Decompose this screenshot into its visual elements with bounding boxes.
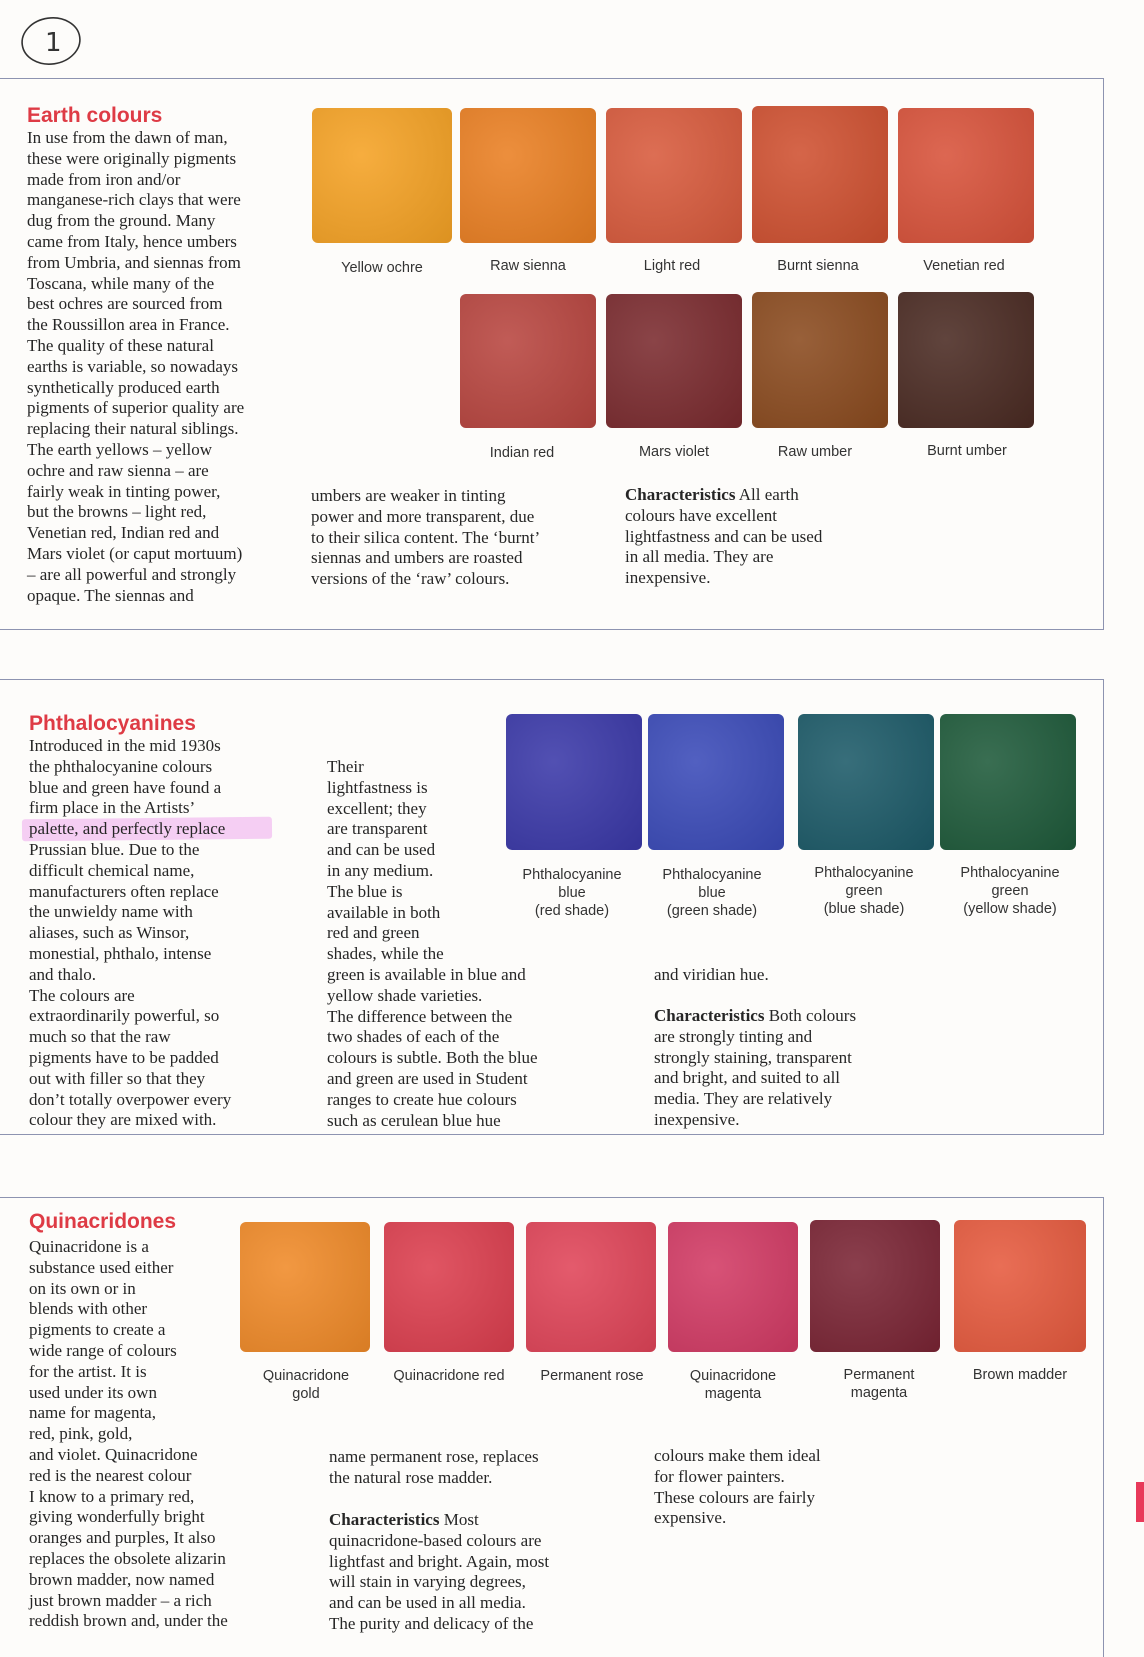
label-quinacridone-red: Quinacridone red xyxy=(393,1368,505,1384)
label-quinacridone-magenta: Quinacridone magenta xyxy=(689,1368,777,1402)
swatch-quinacridone-red xyxy=(384,1222,514,1352)
quinacridones-text-col1: Quinacridone is a substance used either on its own or in blends with other pigments to create a wide range of colours for the artist. It is used under its own name for magenta, red, pink, gold, and violet. Quinacridone red is the nearest colour I know to a primary red, giving wonderfully bright oranges and purples, It also replaces the obsolete alizarin brown madder, now named just brown madder – a rich reddish brown and, under the xyxy=(29,1237,228,1631)
swatch-raw-umber xyxy=(752,292,888,428)
earth-colours-text-col1: In use from the dawn of man, these were originally pigments made from iron and/or manganese-rich clays that were dug from the ground. Many came from Italy, hence umbers from Umbria, and siennas from Toscana, while many of the best ochres are sourced from the Roussillon area in France. The quality of these natural earths is variable, so nowadays synthetically produced earth pigments of superior quality are replacing their natural siblings. The earth yellows – yellow ochre and raw sienna – are fairly weak in tinting power, but the browns – light red, Venetian red, Indian red and Mars violet (or caput mortuum) – are all powerful and strongly opaque. The siennas and xyxy=(27,128,245,605)
quinacridones-text-col3: colours make them ideal for flower painters. These colours are fairly expensive. xyxy=(654,1446,821,1528)
label-burnt-umber: Burnt umber xyxy=(927,443,1007,459)
phthalocyanines-text-col1: Introduced in the mid 1930s the phthalocyanine colours blue and green have found a firm place in the Artists’ palette, and perfectly replace Prussian blue. Due to the difficult chemical name, manufacturers often replace the unwieldy name with aliases, such as Winsor, monestial, phthalo, intense and thalo. The colours are extraordinarily powerful, so much so that the raw pigments have to be padded out with filler so that they don’t totally overpower every colour they are mixed with. xyxy=(29,736,232,1130)
label-phthalocyanine-green-yellow-shade: Phthalocyanine green (yellow shade) xyxy=(960,865,1060,917)
swatch-light-red xyxy=(606,108,742,243)
label-yellow-ochre: Yellow ochre xyxy=(341,260,423,276)
label-burnt-sienna: Burnt sienna xyxy=(777,258,859,274)
characteristics-label: Characteristics xyxy=(654,1006,765,1025)
label-light-red: Light red xyxy=(643,258,701,274)
characteristics-text: All earth colours have excellent lightfastness and can be used in all media. They are inexpensive. xyxy=(625,485,823,588)
swatch-quinacridone-magenta xyxy=(668,1222,798,1352)
label-venetian-red: Venetian red xyxy=(923,258,1005,274)
label-raw-sienna: Raw sienna xyxy=(490,258,566,274)
swatch-phthalocyanine-green-yellow-shade xyxy=(940,714,1076,850)
quinacridones-text-col2a: name permanent rose, replaces the natural rose madder. xyxy=(329,1447,539,1487)
label-mars-violet: Mars violet xyxy=(638,444,710,460)
label-phthalocyanine-green-blue-shade: Phthalocyanine green (blue shade) xyxy=(814,865,914,917)
label-quinacridone-gold: Quinacridone gold xyxy=(262,1368,350,1402)
label-indian-red: Indian red xyxy=(489,445,555,461)
swatch-venetian-red xyxy=(898,108,1034,243)
label-brown-madder: Brown madder xyxy=(972,1367,1068,1383)
swatch-burnt-sienna xyxy=(752,106,888,243)
phthalocyanines-characteristics xyxy=(654,1006,914,1131)
characteristics-label: Characteristics xyxy=(625,485,736,504)
swatch-phthalocyanine-blue-green-shade xyxy=(648,714,784,850)
phthalocyanines-heading: Phthalocyanines xyxy=(29,712,196,735)
swatch-indian-red xyxy=(460,294,596,428)
phthalocyanines-text-col3a: and viridian hue. xyxy=(654,965,769,984)
phthalocyanines-text-col2a: Their lightfastness is excellent; they are transparent and can be used in any medium. The blue is available in both red and green shades, while the xyxy=(327,757,444,964)
handwritten-page-number xyxy=(18,14,88,70)
swatch-permanent-magenta xyxy=(810,1220,940,1352)
label-permanent-rose: Permanent rose xyxy=(540,1368,644,1384)
characteristics-text: Both colours are strongly tinting and strongly staining, transparent and bright, and suited to all media. They are relatively inexpensive. xyxy=(654,1006,857,1129)
phthalocyanines-text-col2b: green is available in blue and yellow shade varieties. The difference between the two shades of each of the colours is subtle. Both the blue and green are used in Student ranges to create hue colours such as cerulean blue hue xyxy=(327,965,538,1130)
earth-colours-heading: Earth colours xyxy=(27,104,163,127)
earth-colours-text-col2: umbers are weaker in tinting power and more transparent, due to their silica content. The ‘burnt’ siennas and umbers are roasted versions of the ‘raw’ colours. xyxy=(311,486,541,589)
earth-colours-characteristics xyxy=(625,485,885,589)
label-phthalocyanine-blue-green-shade: Phthalocyanine blue (green shade) xyxy=(662,867,762,919)
swatch-burnt-umber xyxy=(898,292,1034,428)
swatch-phthalocyanine-blue-red-shade xyxy=(506,714,642,850)
characteristics-text: Most quinacridone-based colours are lightfast and bright. Again, most will stain in varying degrees, and can be used in all media. The purity and delicacy of the xyxy=(329,1510,550,1633)
page-edge-tab xyxy=(1136,1482,1144,1522)
label-phthalocyanine-blue-red-shade: Phthalocyanine blue (red shade) xyxy=(522,867,622,919)
swatch-brown-madder xyxy=(954,1220,1086,1352)
label-permanent-magenta: Permanent magenta xyxy=(843,1367,915,1401)
swatch-yellow-ochre xyxy=(312,108,452,243)
swatch-raw-sienna xyxy=(460,108,596,243)
label-raw-umber: Raw umber xyxy=(777,444,853,460)
page-mark-text: 1 xyxy=(45,28,62,58)
swatch-permanent-rose xyxy=(526,1222,656,1352)
swatch-mars-violet xyxy=(606,294,742,428)
quinacridones-characteristics xyxy=(329,1510,619,1635)
swatch-phthalocyanine-green-blue-shade xyxy=(798,714,934,850)
characteristics-label: Characteristics xyxy=(329,1510,440,1529)
swatch-quinacridone-gold xyxy=(240,1222,370,1352)
quinacridones-heading: Quinacridones xyxy=(29,1210,177,1233)
